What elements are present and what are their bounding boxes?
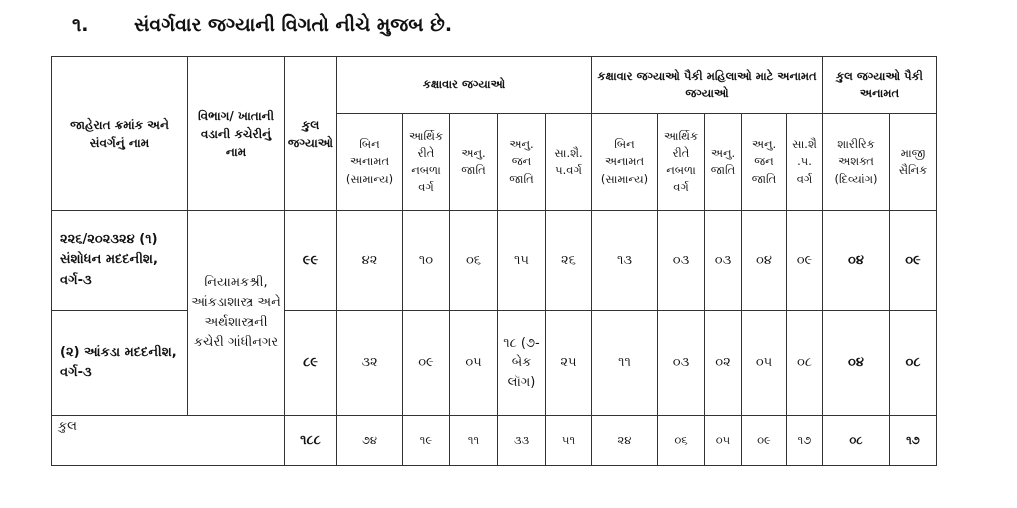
header-department: વિભાગ/ ખાતાની વડાની કચેરીનું નામ — [188, 57, 285, 211]
header-women-sebc: સા.શૈ .પ. વર્ગ — [787, 114, 823, 211]
cell-unreserved: ૩૨ — [337, 311, 403, 416]
total-women-ews: ૦૬ — [658, 416, 705, 466]
cell-st: ૧૫ — [498, 211, 546, 311]
total-unreserved: ૭૪ — [337, 416, 403, 466]
total-ex-servicemen: ૧૭ — [890, 416, 937, 466]
header-unreserved: બિન અનામત (સામાન્ય) — [337, 114, 403, 211]
row-total: ૮૯ — [285, 311, 337, 416]
cell-sc: ૦૬ — [450, 211, 498, 311]
cell-unreserved: ૪૨ — [337, 211, 403, 311]
cell-st: ૧૮ (૭-બેક લૉગ) — [498, 311, 546, 416]
cell-disabled: ૦૪ — [823, 211, 890, 311]
header-ex-servicemen: માજી સૈનિક — [890, 114, 937, 211]
header-category-group: કક્ષાવાર જગ્યાઓ — [337, 57, 592, 114]
header-women-group: કક્ષાવાર જગ્યાઓ પૈકી મહિલાઓ માટે અનામત જગ્યાઓ — [592, 57, 823, 114]
section-title: સંવર્ગવાર જગ્યાની વિગતો નીચે મુજબ છે. — [134, 14, 453, 36]
cell-women-unreserved: ૧૧ — [592, 311, 658, 416]
total-women-sebc: ૧૭ — [787, 416, 823, 466]
row-total: ૯૯ — [285, 211, 337, 311]
total-sebc: ૫૧ — [546, 416, 592, 466]
section-heading — [72, 14, 452, 36]
total-label: કુલ — [52, 416, 285, 466]
posts-table — [51, 56, 937, 466]
header-st: અનુ. જન જાતિ — [498, 114, 546, 211]
header-row-1 — [52, 57, 937, 114]
section-number: ૧. — [72, 14, 89, 36]
cell-disabled: ૦૪ — [823, 311, 890, 416]
cell-women-ews: ૦૩ — [658, 311, 705, 416]
header-ews: આર્થિક રીતે નબળા વર્ગ — [403, 114, 450, 211]
header-advt-name: જાહેરાત ક્રમાંક અને સંવર્ગનું નામ — [52, 57, 188, 211]
cell-ews: ૧૦ — [403, 211, 450, 311]
total-ews: ૧૯ — [403, 416, 450, 466]
header-disabled: શારીરિક અશક્ત (દિવ્યાંગ) — [823, 114, 890, 211]
cell-sebc: ૨૫ — [546, 311, 592, 416]
total-sc: ૧૧ — [450, 416, 498, 466]
total-row — [52, 416, 937, 466]
cell-sc: ૦૫ — [450, 311, 498, 416]
table-row — [52, 311, 937, 416]
header-women-ews: આર્થિક રીતે નબળા વર્ગ — [658, 114, 705, 211]
cell-women-st: ૦૪ — [742, 211, 787, 311]
header-women-st: અનુ. જન જાતિ — [742, 114, 787, 211]
total-women-unreserved: ૨૪ — [592, 416, 658, 466]
header-total-posts: કુલ જગ્યાઓ — [285, 57, 337, 211]
cell-women-unreserved: ૧૩ — [592, 211, 658, 311]
total-st: ૩૩ — [498, 416, 546, 466]
header-women-sc: અનુ. જાતિ — [705, 114, 742, 211]
cell-women-st: ૦૫ — [742, 311, 787, 416]
total-women-st: ૦૯ — [742, 416, 787, 466]
row-post-name: (૨) આંકડા મદદનીશ, વર્ગ-૩ — [52, 311, 188, 416]
total-women-sc: ૦૫ — [705, 416, 742, 466]
header-sc: અનુ. જાતિ — [450, 114, 498, 211]
cell-women-sebc: ૦૯ — [787, 211, 823, 311]
header-women-unreserved: બિન અનામત (સામાન્ય) — [592, 114, 658, 211]
grand-total: ૧૮૮ — [285, 416, 337, 466]
cell-women-sc: ૦૨ — [705, 311, 742, 416]
cell-sebc: ૨૬ — [546, 211, 592, 311]
cell-women-sc: ૦૩ — [705, 211, 742, 311]
cell-ews: ૦૯ — [403, 311, 450, 416]
cell-women-sebc: ૦૮ — [787, 311, 823, 416]
department-name: નિયામકશ્રી, આંકડાશાસ્ત્ર અને અર્થશાસ્ત્રની કચેરી ગાંધીનગર — [188, 211, 285, 416]
header-total-reserved-group: કુલ જગ્યાઓ પૈકી અનામત — [823, 57, 937, 114]
cell-ex-servicemen: ૦૮ — [890, 311, 937, 416]
header-sebc: સા.શૈ. પ.વર્ગ — [546, 114, 592, 211]
cell-ex-servicemen: ૦૯ — [890, 211, 937, 311]
total-disabled: ૦૮ — [823, 416, 890, 466]
row-post-name: ૨૨૬/૨૦૨૩૨૪ (૧) સંશોધન મદદનીશ, વર્ગ-૩ — [52, 211, 188, 311]
table-row — [52, 211, 937, 311]
cell-women-ews: ૦૩ — [658, 211, 705, 311]
